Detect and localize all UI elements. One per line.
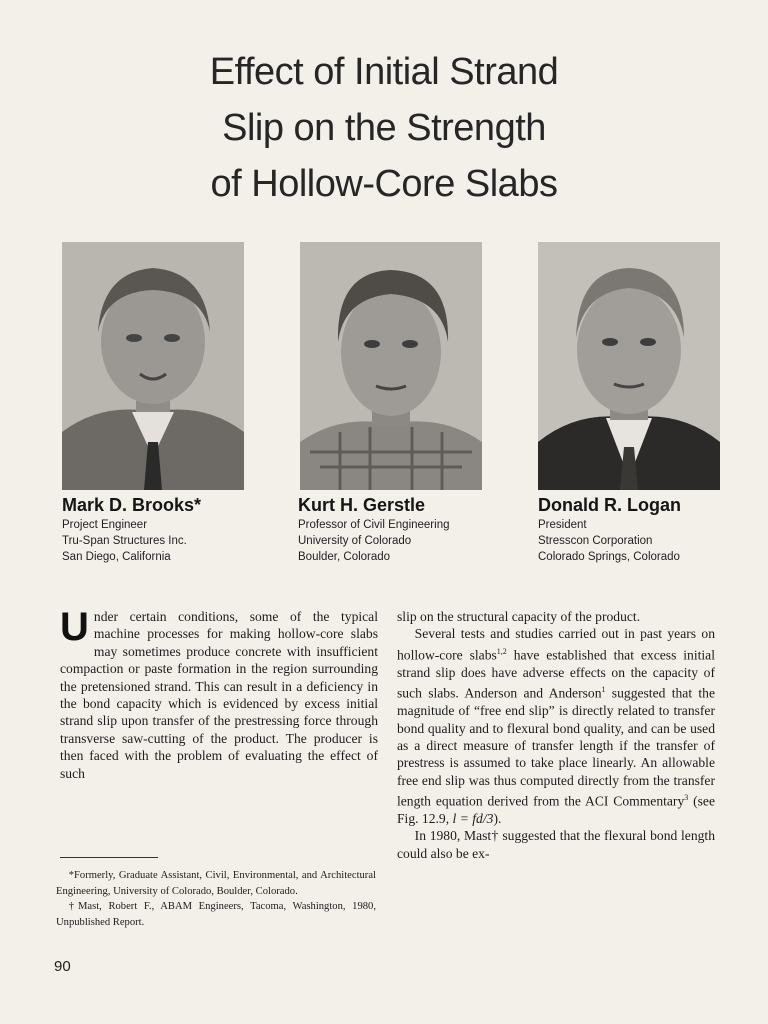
author-org: Stresscon Corporation [538, 535, 653, 547]
author-org: University of Colorado [298, 535, 412, 547]
title-line-2: Slip on the Strength [222, 107, 546, 149]
body-column-left [60, 605, 378, 782]
page-number: 90 [54, 958, 71, 975]
citation: 1 [601, 685, 606, 695]
footnotes [56, 868, 376, 930]
title-line-1: Effect of Initial Strand [209, 51, 559, 93]
author-block-logan [538, 493, 681, 565]
footnote-divider [60, 857, 158, 858]
footnote: †Mast, Robert F., ABAM Engineers, Tacoma, Washington, 1980, Unpublished Report. [56, 901, 376, 928]
author-location: San Diego, California [62, 551, 171, 563]
citation: 1,2 [496, 646, 507, 656]
paragraph [397, 625, 715, 827]
paragraph: In 1980, Mast† suggested that the flexural bond length could also be ex- [397, 828, 715, 861]
paragraph-text: (see Fig. 12.9, [397, 793, 715, 827]
author-photo-logan [538, 242, 720, 490]
title-line-3: of Hollow-Core Slabs [210, 163, 558, 205]
paragraph-text: have established that excess initial strand slip does have adverse effects on the capacity of such slabs. Anderson and Anderson [397, 647, 715, 701]
author-title: Project Engineer [62, 519, 148, 531]
paragraph-text: ). [493, 811, 502, 827]
paragraph-text: Several tests and studies carried out in past years on hollow-core slabs [397, 626, 715, 663]
body-column-right [397, 608, 715, 862]
author-photo-brooks [62, 242, 244, 490]
author-location: Colorado Springs, Colorado [538, 551, 680, 563]
author-photo-gerstle [300, 242, 482, 490]
footnote: *Formerly, Graduate Assistant, Civil, Environmental, and Architectural Engineering, University of Colorado, Boulder, Colorado. [56, 870, 376, 897]
author-org: Tru-Span Structures Inc. [62, 535, 187, 547]
citation: 3 [684, 793, 689, 803]
drop-cap: U [60, 605, 89, 649]
paragraph [60, 605, 378, 782]
paragraph: slip on the structural capacity of the product. [397, 609, 641, 624]
author-block-gerstle [298, 493, 450, 565]
paragraph-text: nder certain conditions, some of the typical machine processes for making hollow-core slabs may sometimes produce concrete with insufficient compaction or paste formation in the region surrounding the pretensioned strand. This can result in a deficiency in the bond capacity which is evidenced by excess initial strand slip upon transfer of the prestressing force through transverse saw-cutting of the product. The producer is then faced with the problem of evaluating the effect of such [60, 609, 378, 781]
author-name: Donald R. Logan [538, 495, 681, 515]
equation: l = fd/3 [452, 811, 494, 827]
author-title: Professor of Civil Engineering [298, 519, 450, 531]
article-title [60, 44, 708, 212]
author-name: Kurt H. Gerstle [298, 495, 426, 515]
paragraph-text: suggested that the magnitude of “free end slip” is directly related to transfer bond quality and to flexural bond quality, and can be used as a direct measure of transfer length if the transfer of prestress is assumed to take place linearly. An allowable free end slip was thus computed directly from the transfer length equation derived from the ACI Commentary [397, 685, 715, 809]
author-block-brooks [62, 493, 201, 565]
author-location: Boulder, Colorado [298, 551, 391, 563]
author-name: Mark D. Brooks* [62, 495, 202, 515]
author-title: President [538, 519, 587, 531]
